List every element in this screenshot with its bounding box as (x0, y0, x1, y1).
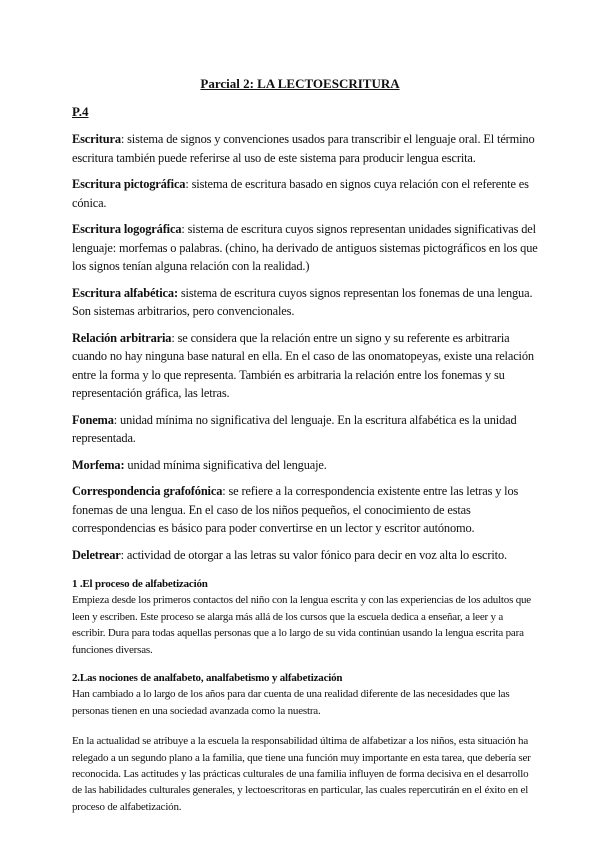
definition-escritura (72, 130, 538, 167)
sep: : (120, 547, 124, 562)
term: Escritura pictográfica (72, 177, 186, 191)
term: Deletrear (72, 547, 121, 562)
section-proceso-alfabetizacion (72, 576, 538, 658)
definition-text: se considera que la relación entre un signo y su referente es arbitraria cuando no hay ninguna base natural en ella. En el caso de las onomatopeyas, existe una relación entre la forma y lo que representa. También es arbitraria la relación entre los fonemas y su representación gráfica, las letras. (72, 330, 534, 400)
section-paragraph: Han cambiado a lo largo de los años para dar cuenta de una realidad diferente de las necesidades que las personas tienen en una sociedad avanzada como la nuestra. (72, 688, 510, 717)
term: Escritura logográfica (72, 222, 182, 236)
definition-text: sistema de escritura cuyos signos representan los fonemas de una lengua. Son sistemas arbitrarios, pero convencionales. (72, 285, 533, 318)
section-paragraph: En la actualidad se atribuye a la escuela la responsabilidad última de alfabetizar a los niños, esta situación ha relegado a un segundo plano a la familia, que tiene una función muy importante en esta tarea, que debería ser reconocida. Las actitudes y las prácticas culturales de una familia influyen de forma decisiva en el desarrollo de las habilidades culturales generales, y lectoescritoras en particular, las cuales repercutirán en el éxito en el proceso de alfabetización. (72, 735, 531, 813)
definition-alfabetica (72, 284, 538, 321)
definition-text: sistema de escritura basado en signos cuya relación con el referente es cónica. (72, 177, 529, 210)
term: Escritura alfabética: (72, 285, 178, 300)
sep: : (113, 412, 118, 427)
definition-fonema (72, 411, 538, 448)
definition-relacion-arbitraria (72, 329, 538, 403)
definition-morfema (72, 456, 538, 475)
sep: : (171, 330, 175, 345)
definition-pictografica (72, 175, 538, 212)
sep: : (185, 177, 189, 191)
definition-text: unidad mínima significativa del lenguaje. (124, 457, 327, 472)
section-paragraph: Empieza desde los primeros contactos del niño con la lengua escrita y con las experiencias de los adultos que leen y escriben. Este proceso se alarga más allá de los cursos que la escuela dedica a enseñar, a leer y a escribir. Dura para todas aquellas personas que a lo largo de su vida continúan usando la lengua escrita para funciones diversas. (72, 594, 531, 656)
sep: : (120, 132, 125, 146)
definition-text: se refiere a la correspondencia existente entre las letras y los fonemas de una lengua. En el caso de los niños pequeños, el conocimiento de estas correspondencias es básico para poder convertirse en un lector y escritor autónomo. (72, 484, 519, 535)
definition-text: unidad mínima no significativa del lenguaje. En la escritura alfabética es la unidad representada. (72, 412, 517, 445)
definition-text: actividad de otorgar a las letras su valor fónico para decir en voz alta lo escrito. (123, 547, 507, 562)
definition-deletrear (72, 546, 538, 565)
term: Correspondencia grafofónica (72, 484, 223, 498)
definition-correspondencia (72, 482, 538, 538)
term: Fonema (72, 412, 114, 427)
sep: : (222, 484, 226, 498)
term: Morfema: (72, 457, 125, 472)
document-title: Parcial 2: LA LECTOESCRITURA (200, 76, 400, 91)
section-nociones (72, 670, 538, 815)
section-heading: 2.Las nociones de analfabeto, analfabetismo y alfabetización (72, 672, 343, 685)
term: Escritura (72, 132, 121, 146)
definition-text: sistema de escritura cuyos signos representan unidades significativas del lenguaje: morfemas o palabras. (chino, ha derivado de antiguos sistemas pictográficos en los que los signos tenían alguna relación con la realidad.) (72, 222, 538, 273)
page-tag: P.4 (72, 104, 89, 119)
sep: : (181, 222, 185, 236)
term: Relación arbitraria (72, 330, 172, 345)
definition-text: sistema de signos y convenciones usados para transcribir el lenguaje oral. El término escritura también puede referirse al uso de este sistema para producir lengua escrita. (72, 132, 535, 165)
definition-logografica (72, 220, 538, 276)
section-heading: 1 .El proceso de alfabetización (72, 578, 208, 590)
